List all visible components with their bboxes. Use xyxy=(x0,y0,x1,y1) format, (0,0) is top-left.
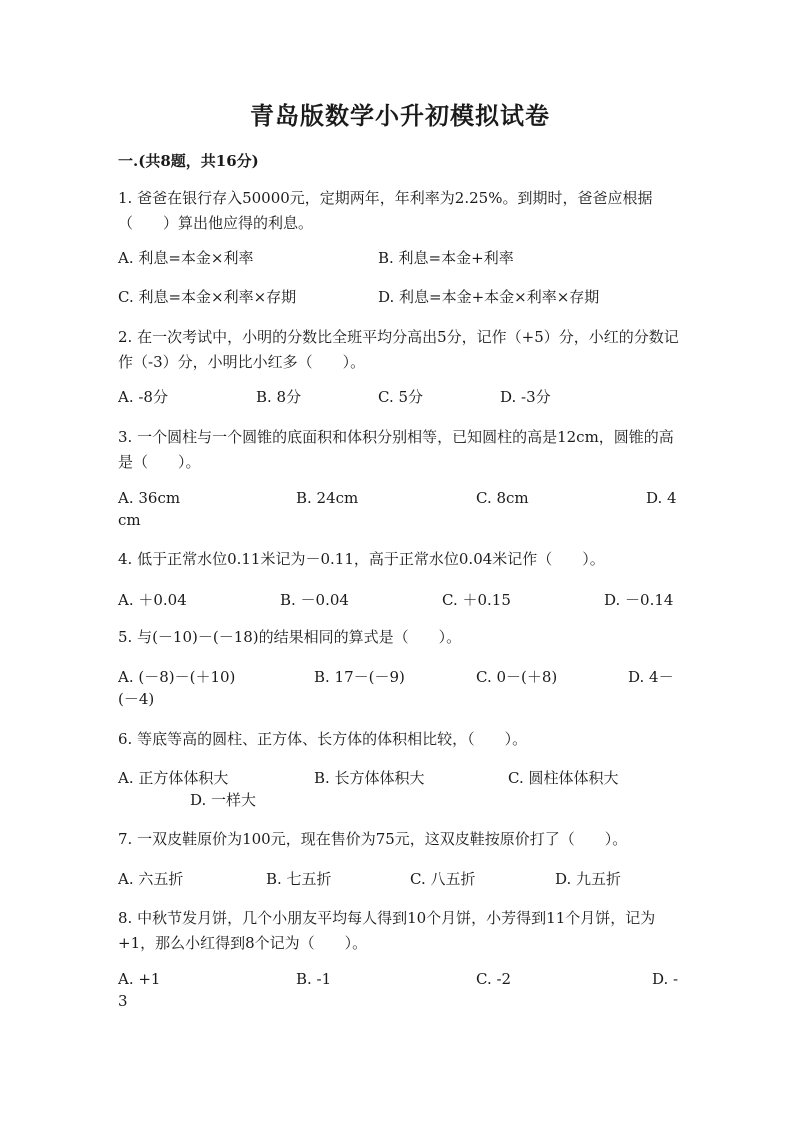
q4-option-a[interactable]: A. ＋0.04 xyxy=(118,591,187,609)
q1-option-c[interactable]: C. 利息=本金×利率×存期 xyxy=(118,288,297,306)
q8-option-b[interactable]: B. -1 xyxy=(296,970,332,988)
q1-option-b[interactable]: B. 利息=本金+利率 xyxy=(378,249,514,267)
q5-option-b[interactable]: B. 17－(－9) xyxy=(314,668,405,686)
question-5: 5. 与(－10)－(－18)的结果相同的算式是（ ）。 xyxy=(118,628,462,646)
q1-option-d[interactable]: D. 利息=本金+本金×利率×存期 xyxy=(378,288,600,306)
page-title: 青岛版数学小升初模拟试卷 xyxy=(250,101,550,130)
q8-option-a[interactable]: A. +1 xyxy=(118,970,161,988)
q2-option-c[interactable]: C. 5分 xyxy=(378,388,424,406)
q7-option-c[interactable]: C. 八五折 xyxy=(410,870,476,888)
q5-option-a[interactable]: A. (－8)－(＋10) xyxy=(118,668,236,686)
q7-option-b[interactable]: B. 七五折 xyxy=(266,870,332,888)
q6-option-d[interactable]: D. 一样大 xyxy=(190,791,257,809)
q4-option-c[interactable]: C. ＋0.15 xyxy=(442,591,511,609)
question-6: 6. 等底等高的圆柱、正方体、长方体的体积相比较，（ ）。 xyxy=(118,730,528,748)
q2-option-a[interactable]: A. -8分 xyxy=(118,388,168,406)
question-4: 4. 低于正常水位0.11米记为－0.11，高于正常水位0.04米记作（ ）。 xyxy=(118,550,605,568)
q3-option-c[interactable]: C. 8cm xyxy=(476,489,529,507)
q7-option-a[interactable]: A. 六五折 xyxy=(118,870,184,888)
question-7: 7. 一双皮鞋原价为100元，现在售价为75元，这双皮鞋按原价打了（ ）。 xyxy=(118,830,628,848)
q3-option-d[interactable]: D. 4cm xyxy=(118,489,677,529)
q6-option-a[interactable]: A. 正方体体积大 xyxy=(118,769,229,787)
q7-option-d[interactable]: D. 九五折 xyxy=(555,870,622,888)
q5-option-d[interactable]: D. 4－(－4) xyxy=(118,668,674,708)
question-2: 2. 在一次考试中，小明的分数比全班平均分高出5分，记作（+5）分，小红的分数记作（-3）分，小明比小红多（ ）。 xyxy=(118,328,679,371)
question-8: 8. 中秋节发月饼，几个小朋友平均每人得到10个月饼，小芳得到11个月饼，记为+1，那么小红得到8个记为（ ）。 xyxy=(118,909,656,952)
q2-option-b[interactable]: B. 8分 xyxy=(256,388,302,406)
q4-option-d[interactable]: D. －0.14 xyxy=(604,591,674,609)
question-1: 1. 爸爸在银行存入50000元，定期两年，年利率为2.25%。到期时，爸爸应根据（ ）算出他应得的利息。 xyxy=(118,189,653,232)
question-3: 3. 一个圆柱与一个圆锥的底面积和体积分别相等，已知圆柱的高是12cm，圆锥的高是（ ）。 xyxy=(118,428,674,471)
q3-option-a[interactable]: A. 36cm xyxy=(118,489,181,507)
q3-option-b[interactable]: B. 24cm xyxy=(296,489,359,507)
section-heading: 一.(共8题，共16分) xyxy=(118,152,259,170)
q8-option-c[interactable]: C. -2 xyxy=(476,970,512,988)
q1-option-a[interactable]: A. 利息=本金×利率 xyxy=(118,249,254,267)
q4-option-b[interactable]: B. －0.04 xyxy=(280,591,349,609)
q6-option-b[interactable]: B. 长方体体积大 xyxy=(314,769,425,787)
q5-option-c[interactable]: C. 0－(＋8) xyxy=(476,668,558,686)
q6-option-c[interactable]: C. 圆柱体体积大 xyxy=(508,769,619,787)
q2-option-d[interactable]: D. -3分 xyxy=(500,388,551,406)
q8-option-d[interactable]: D. -3 xyxy=(118,970,679,1010)
